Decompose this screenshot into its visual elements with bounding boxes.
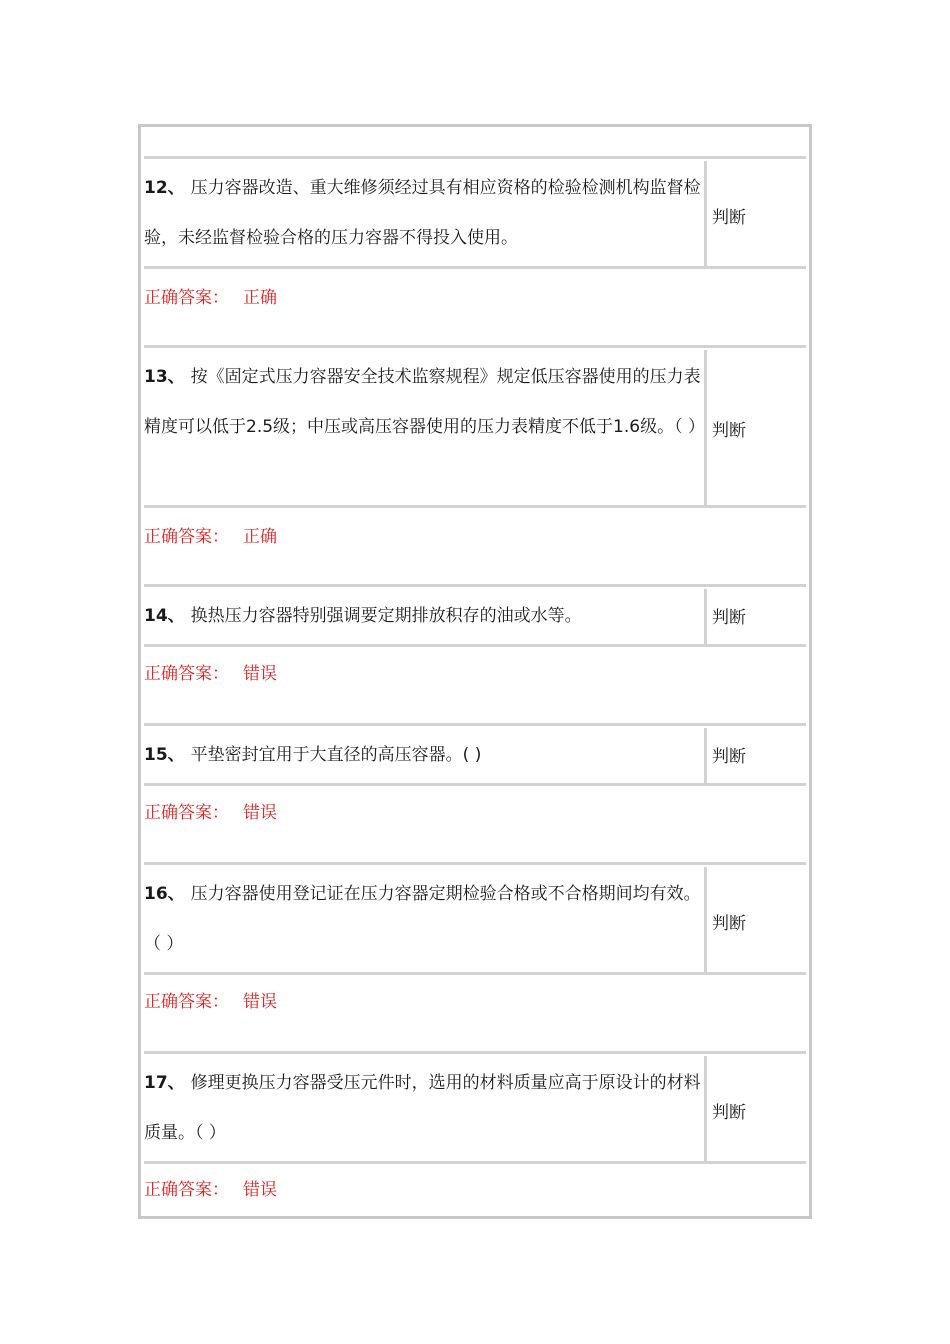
question-number: 14、	[144, 606, 185, 626]
answer-12	[144, 286, 291, 310]
answer-label: 正确答案：	[144, 288, 229, 308]
row-divider	[144, 266, 806, 269]
answer-label: 正确答案：	[144, 527, 229, 547]
answer-label: 正确答案：	[144, 803, 229, 823]
row-divider	[144, 723, 806, 726]
question-number: 16、	[144, 884, 185, 904]
question-number: 15、	[144, 745, 185, 765]
answer-15	[144, 801, 291, 825]
answer-13	[144, 525, 291, 549]
row-divider	[144, 972, 806, 975]
type-cell-14	[707, 589, 806, 644]
type-cell-15	[707, 728, 806, 783]
question-cell-12	[144, 161, 707, 266]
answer-value: 错误	[243, 992, 277, 1012]
type-cell-17	[707, 1056, 806, 1161]
type-cell-16	[707, 867, 806, 972]
question-body: 压力容器使用登记证在压力容器定期检验合格或不合格期间均有效。（ ）	[144, 884, 701, 954]
question-number: 12、	[144, 178, 185, 198]
question-body: 换热压力容器特别强调要定期排放积存的油或水等。	[190, 606, 582, 626]
type-cell-13	[707, 350, 806, 505]
answer-value: 错误	[243, 803, 277, 823]
question-cell-17	[144, 1056, 707, 1161]
question-body: 修理更换压力容器受压元件时，选用的材料质量应高于原设计的材料质量。（ ）	[144, 1073, 701, 1143]
row-divider	[144, 584, 806, 587]
question-body: 按《固定式压力容器安全技术监察规程》规定低压容器使用的压力表精度可以低于2.5级；中压或高压容器使用的压力表精度不低于1.6级。（ ）	[144, 367, 705, 437]
answer-value: 正确	[243, 527, 277, 547]
answer-14	[144, 662, 291, 686]
question-type: 判断	[712, 914, 746, 934]
row-divider	[144, 156, 806, 159]
question-text-12	[144, 163, 706, 263]
row-divider	[144, 862, 806, 865]
row-divider	[144, 783, 806, 786]
question-text-14	[144, 591, 706, 641]
question-cell-15	[144, 728, 707, 783]
question-cell-13	[144, 350, 707, 505]
answer-value: 错误	[243, 664, 277, 684]
row-divider	[144, 1051, 806, 1054]
type-cell-12	[707, 161, 806, 266]
question-text-15	[144, 730, 706, 780]
question-body: 平垫密封宜用于大直径的高压容器。( )	[190, 745, 482, 765]
answer-label: 正确答案：	[144, 992, 229, 1012]
question-cell-14	[144, 589, 707, 644]
question-type: 判断	[712, 747, 746, 767]
question-number: 13、	[144, 367, 185, 387]
question-type: 判断	[712, 421, 746, 441]
answer-16	[144, 990, 291, 1014]
question-text-13	[144, 352, 706, 452]
row-divider	[144, 644, 806, 647]
answer-label: 正确答案：	[144, 664, 229, 684]
row-divider	[144, 505, 806, 508]
answer-label: 正确答案：	[144, 1180, 229, 1200]
row-divider	[144, 1161, 806, 1164]
question-type: 判断	[712, 208, 746, 228]
question-table	[138, 124, 812, 1219]
question-type: 判断	[712, 1103, 746, 1123]
question-body: 压力容器改造、重大维修须经过具有相应资格的检验检测机构监督检验，未经监督检验合格的压力容器不得投入使用。	[144, 178, 701, 248]
question-number: 17、	[144, 1073, 185, 1093]
row-divider	[144, 345, 806, 348]
question-text-16	[144, 869, 706, 969]
answer-value: 正确	[243, 288, 277, 308]
question-text-17	[144, 1058, 706, 1158]
question-cell-16	[144, 867, 707, 972]
answer-value: 错误	[243, 1180, 277, 1200]
answer-17	[144, 1178, 291, 1202]
question-type: 判断	[712, 608, 746, 628]
